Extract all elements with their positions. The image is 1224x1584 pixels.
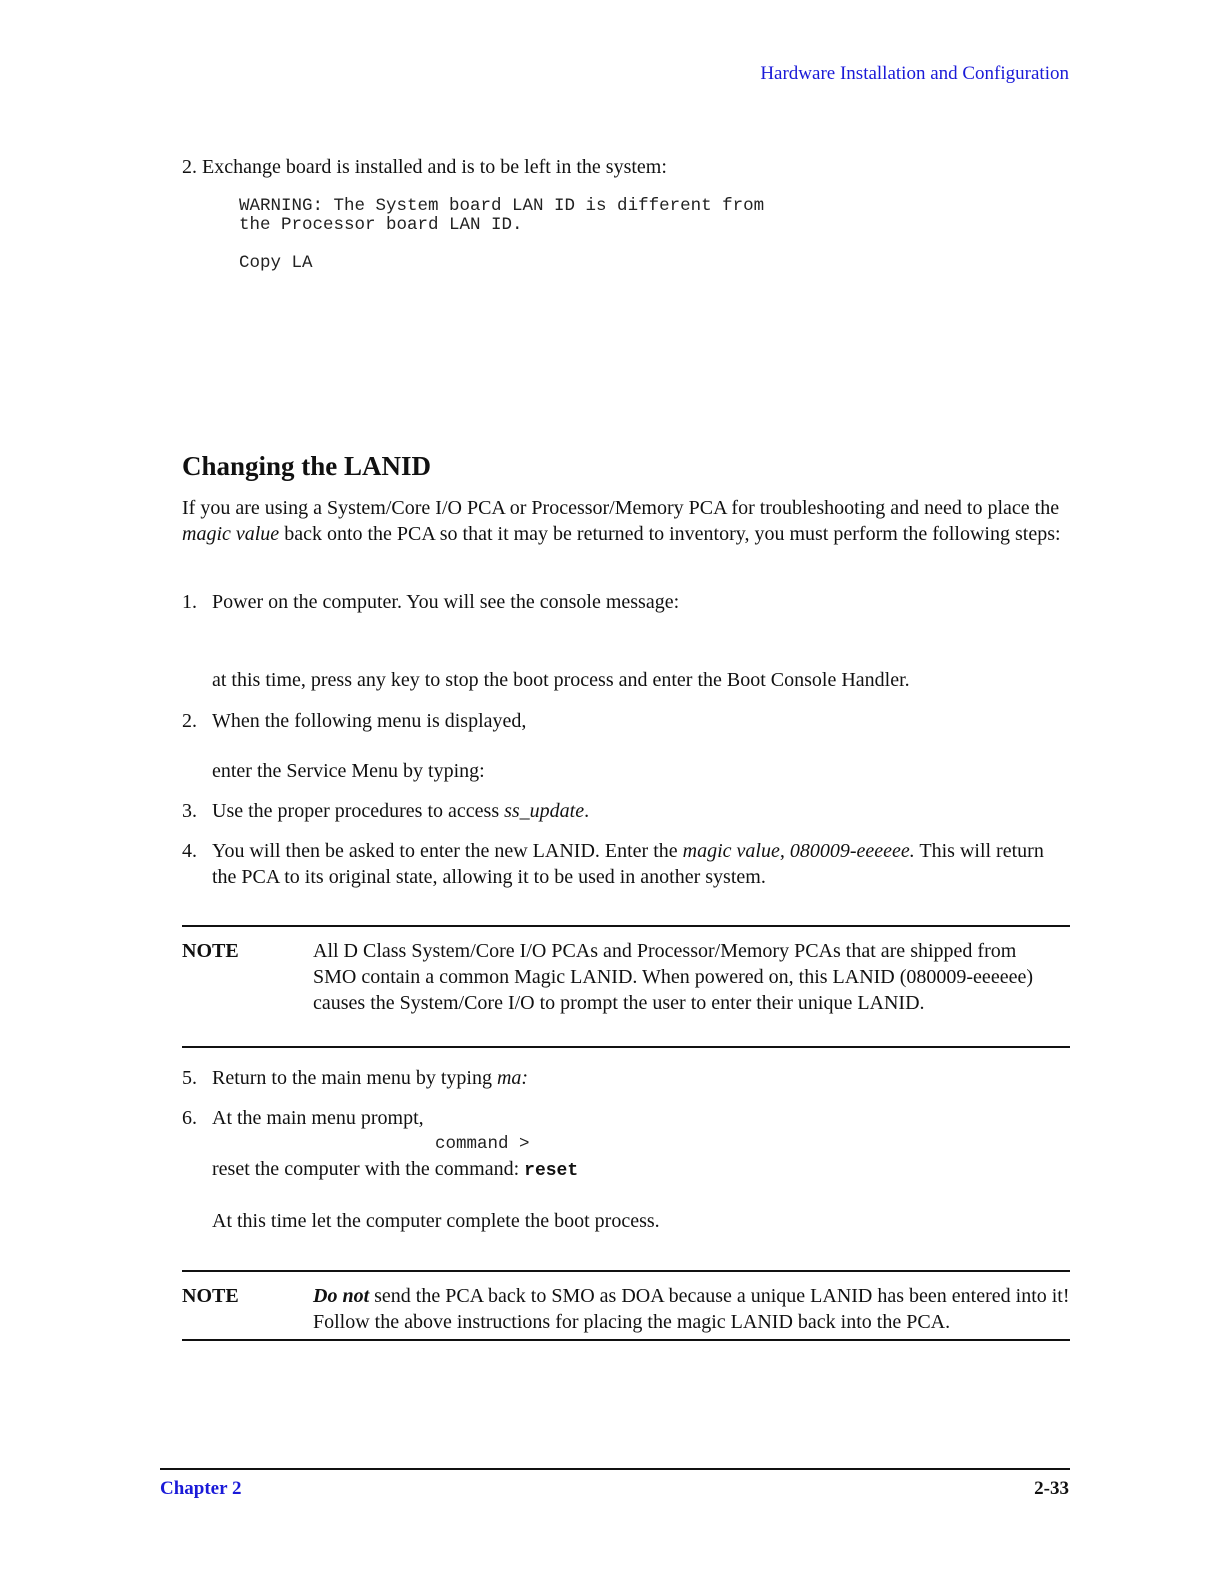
note-1-bottom-rule [182, 1046, 1070, 1048]
note-2-top-rule [182, 1270, 1070, 1272]
step-6-follow: At this time let the computer complete the boot process. [212, 1210, 660, 1232]
step-4-text-2: This will return the PCA to its original state, allowing it to be used in another system. [212, 840, 1044, 888]
step-3-label: Use the proper procedures to access [212, 800, 505, 822]
intro-emphasis: magic value [182, 523, 280, 545]
step-2-text: When the following menu is displayed, [212, 710, 527, 732]
note-2-bottom-rule [182, 1339, 1070, 1341]
footer-page-number: 2-33 [1034, 1478, 1069, 1499]
step-6-reset-line [212, 1156, 578, 1184]
step-3-period: . [584, 800, 590, 822]
note-2-emphasis: Do not [313, 1285, 370, 1307]
command-prompt: command > [435, 1134, 530, 1154]
note-2-label: NOTE [182, 1285, 239, 1307]
step-5-number: 5. [182, 1067, 197, 1089]
step-1-number: 1. [182, 591, 197, 613]
step-3-text [212, 798, 589, 824]
step-2-follow: enter the Service Menu by typing: [212, 760, 485, 782]
intro-paragraph [182, 495, 1070, 547]
note-2-text: send the PCA back to SMO as DOA because a unique LANID has been entered into it! Follow the above instructions for placing the magic LANID back into the PCA. [313, 1285, 1070, 1333]
step-3-emphasis: ss_update [504, 800, 585, 822]
footer-chapter: Chapter 2 [160, 1478, 242, 1499]
intro-text-1: If you are using a System/Core I/O PCA or Processor/Memory PCA for troubleshooting and need to place the [182, 497, 1060, 519]
note-1-top-rule [182, 925, 1070, 927]
footer-rule [160, 1468, 1070, 1470]
note-2-body [313, 1283, 1070, 1335]
step-1-follow: at this time, press any key to stop the boot process and enter the Boot Console Handler. [212, 669, 910, 691]
step-4-text-1: You will then be asked to enter the new LANID. Enter the [212, 840, 683, 862]
step-3-number: 3. [182, 800, 197, 822]
step-5-label: Return to the main menu by typing [212, 1067, 497, 1089]
step-4-emphasis: magic value, 080009-eeeeee. [682, 840, 915, 862]
step-2-number: 2. [182, 710, 197, 732]
step-1-text: Power on the computer. You will see the console message: [212, 591, 680, 613]
list-item-exchange-board: 2. Exchange board is installed and is to be left in the system: [182, 156, 667, 178]
step-6-number: 6. [182, 1107, 197, 1129]
copy-line: Copy LA [239, 253, 313, 273]
step-5-text [212, 1065, 528, 1091]
section-title: Changing the LANID [182, 451, 432, 481]
step-4-number: 4. [182, 840, 197, 862]
section-heading [182, 450, 431, 482]
intro-text-2: back onto the PCA so that it may be returned to inventory, you must perform the following steps: [279, 523, 1061, 545]
warning-line-1: WARNING: The System board LAN ID is different from [239, 196, 765, 216]
reset-command: reset [524, 1161, 579, 1181]
step-5-emphasis: ma: [496, 1067, 529, 1089]
note-1-label: NOTE [182, 940, 239, 962]
step-6-text: At the main menu prompt, [212, 1107, 424, 1129]
note-1-body: All D Class System/Core I/O PCAs and Processor/Memory PCAs that are shipped from SMO contain a common Magic LANID. When powered on, this LANID (080009-eeeeee) causes the System/Core I/O to prompt the user to enter their unique LANID. [313, 940, 1033, 1014]
warning-line-2: the Processor board LAN ID. [239, 215, 523, 235]
running-header: Hardware Installation and Configuration [760, 63, 1069, 84]
step-6-reset-text: reset the computer with the command: [212, 1158, 525, 1180]
step-4-text [212, 838, 1070, 890]
